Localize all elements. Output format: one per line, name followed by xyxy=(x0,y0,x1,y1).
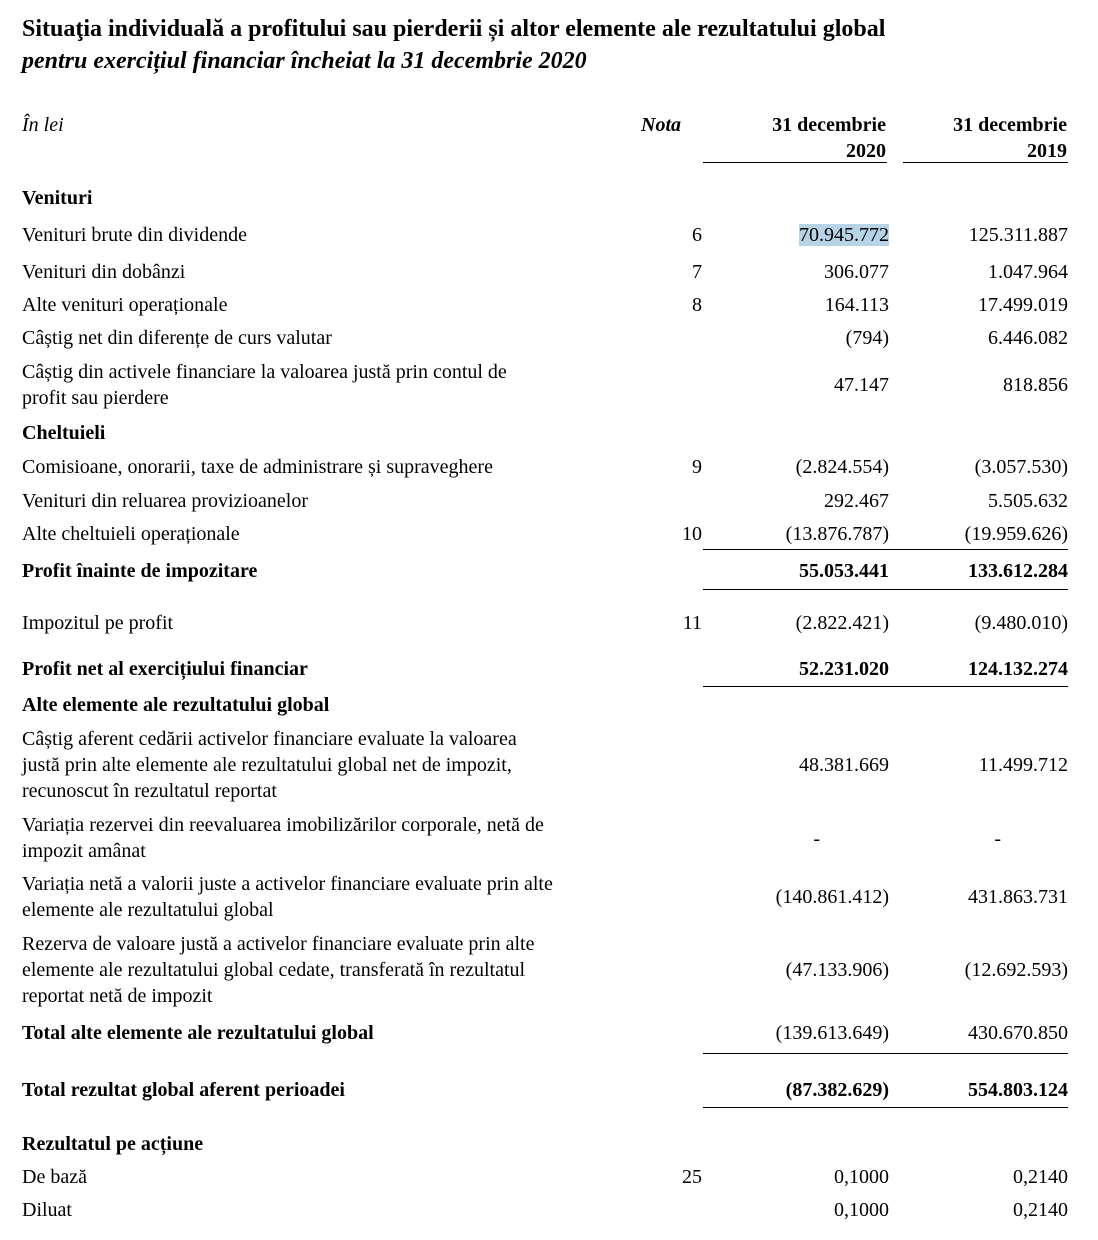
row-label-line: justă prin alte elemente ale rezultatului global net de impozit, xyxy=(22,754,512,776)
row-label: Total alte elemente ale rezultatului global xyxy=(22,1022,374,1044)
currency-unit-label: În lei xyxy=(22,114,64,136)
row-value-2019: 6.446.082 xyxy=(988,327,1068,349)
row-label xyxy=(22,871,622,923)
statement-subtitle: pentru exercițiul financiar încheiat la 31 decembrie 2020 xyxy=(22,48,587,74)
row-label: Venituri din reluarea provizioanelor xyxy=(22,490,308,512)
row-value-2019: (3.057.530) xyxy=(974,456,1068,478)
column-header-2019-line1: 31 decembrie xyxy=(953,114,1067,136)
row-label-line: profit sau pierdere xyxy=(22,387,169,409)
row-value-2019: - xyxy=(994,828,1001,850)
row-label: Profit net al exercițiului financiar xyxy=(22,658,308,680)
header-rule-2019 xyxy=(903,162,1068,163)
row-label: Alte elemente ale rezultatului global xyxy=(22,694,330,716)
row-nota: 7 xyxy=(692,261,702,283)
row-label: Venituri xyxy=(22,187,93,209)
statement-title: Situaţia individuală a profitului sau pierderii și altor elemente ale rezultatului global xyxy=(22,16,886,42)
row-value-2019: (9.480.010) xyxy=(974,612,1068,634)
row-value-2019: 818.856 xyxy=(1003,374,1068,396)
row-label xyxy=(22,726,622,804)
nota-column-header: Nota xyxy=(641,114,681,136)
row-label: Alte cheltuieli operaționale xyxy=(22,523,240,545)
row-label: Rezultatul pe acțiune xyxy=(22,1133,204,1155)
row-nota: 25 xyxy=(682,1166,702,1188)
row-value-2019: 0,2140 xyxy=(1013,1199,1068,1221)
row-nota: 6 xyxy=(692,224,702,246)
row-label-line: Variația netă a valorii juste a activelor financiare evaluate prin alte xyxy=(22,873,553,895)
row-value-2020 xyxy=(703,222,889,248)
row-label: De bază xyxy=(22,1166,87,1188)
row-label-line: reportat netă de impozit xyxy=(22,985,213,1007)
total-rule xyxy=(703,589,1068,590)
row-value-2019: 0,2140 xyxy=(1013,1166,1068,1188)
row-label xyxy=(22,812,622,864)
row-label: Impozitul pe profit xyxy=(22,612,174,634)
row-label-line: Câștig din activele financiare la valoarea justă prin contul de xyxy=(22,361,507,383)
row-value-2020: (47.133.906) xyxy=(785,959,889,981)
row-value-2019: 430.670.850 xyxy=(968,1022,1068,1044)
row-nota: 9 xyxy=(692,456,702,478)
row-label-line: Câștig aferent cedării activelor financiare evaluate la valoarea xyxy=(22,728,517,750)
row-label xyxy=(22,359,622,411)
row-value-2020: (87.382.629) xyxy=(785,1079,889,1101)
highlighted-value: 70.945.772 xyxy=(799,224,889,246)
row-value-2019: 11.499.712 xyxy=(978,754,1068,776)
header-rule-2020 xyxy=(703,162,887,163)
row-value-2020: (2.822.421) xyxy=(795,612,889,634)
total-rule xyxy=(703,1053,1068,1054)
row-nota: 11 xyxy=(682,612,702,634)
row-value-2020: 52.231.020 xyxy=(799,658,889,680)
row-value-2020: (140.861.412) xyxy=(775,886,889,908)
row-value-2020: 47.147 xyxy=(834,374,889,396)
subtotal-rule xyxy=(703,549,1068,550)
row-label xyxy=(22,931,622,1009)
row-value-2019: 17.499.019 xyxy=(978,294,1068,316)
row-value-2020: (139.613.649) xyxy=(775,1022,889,1044)
row-value-2020: (13.876.787) xyxy=(785,523,889,545)
total-rule xyxy=(703,686,1068,687)
column-header-2020-line1: 31 decembrie xyxy=(772,114,886,136)
row-label-line: Variația rezervei din reevaluarea imobilizărilor corporale, netă de xyxy=(22,814,544,836)
row-nota: 8 xyxy=(692,294,702,316)
row-nota: 10 xyxy=(682,523,702,545)
row-value-2020: 306.077 xyxy=(824,261,889,283)
row-label: Venituri din dobânzi xyxy=(22,261,186,283)
row-value-2019: 5.505.632 xyxy=(988,490,1068,512)
row-label: Profit înainte de impozitare xyxy=(22,560,258,582)
row-value-2020: 292.467 xyxy=(824,490,889,512)
row-value-2019: 1.047.964 xyxy=(988,261,1068,283)
row-label-line: impozit amânat xyxy=(22,840,146,862)
row-value-2020: 164.113 xyxy=(824,294,889,316)
row-value-2020: (2.824.554) xyxy=(795,456,889,478)
row-value-2019: (12.692.593) xyxy=(964,959,1068,981)
row-label-line: elemente ale rezultatului global xyxy=(22,899,274,921)
column-header-2019-line2: 2019 xyxy=(1027,140,1067,162)
column-header-2020-line2: 2020 xyxy=(846,140,886,162)
row-label-line: Rezerva de valoare justă a activelor financiare evaluate prin alte xyxy=(22,933,535,955)
row-label-line: recunoscut în rezultatul reportat xyxy=(22,780,277,802)
row-value-2019: 133.612.284 xyxy=(968,560,1068,582)
row-value-2020: 48.381.669 xyxy=(799,754,889,776)
row-label: Câștig net din diferențe de curs valutar xyxy=(22,327,332,349)
row-value-2019: 125.311.887 xyxy=(968,224,1068,246)
column-header-2020 xyxy=(703,112,886,164)
row-label-line: elemente ale rezultatului global cedate, transferată în rezultatul xyxy=(22,959,526,981)
row-value-2020: - xyxy=(813,828,820,850)
row-value-2020: (794) xyxy=(845,327,889,349)
row-value-2019: 431.863.731 xyxy=(968,886,1068,908)
row-value-2019: 554.803.124 xyxy=(968,1079,1068,1101)
row-value-2020: 55.053.441 xyxy=(799,560,889,582)
row-label: Cheltuieli xyxy=(22,422,106,444)
row-label: Total rezultat global aferent perioadei xyxy=(22,1079,345,1101)
row-label: Comisioane, onorarii, taxe de administrare și supraveghere xyxy=(22,456,493,478)
column-header-2019 xyxy=(903,112,1067,164)
row-value-2019: 124.132.274 xyxy=(968,658,1068,680)
row-label: Venituri brute din dividende xyxy=(22,224,247,246)
total-rule xyxy=(703,1107,1068,1108)
row-label: Alte venituri operaționale xyxy=(22,294,228,316)
row-value-2019: (19.959.626) xyxy=(964,523,1068,545)
row-label: Diluat xyxy=(22,1199,72,1221)
row-value-2020: 0,1000 xyxy=(834,1199,889,1221)
row-value-2020: 0,1000 xyxy=(834,1166,889,1188)
